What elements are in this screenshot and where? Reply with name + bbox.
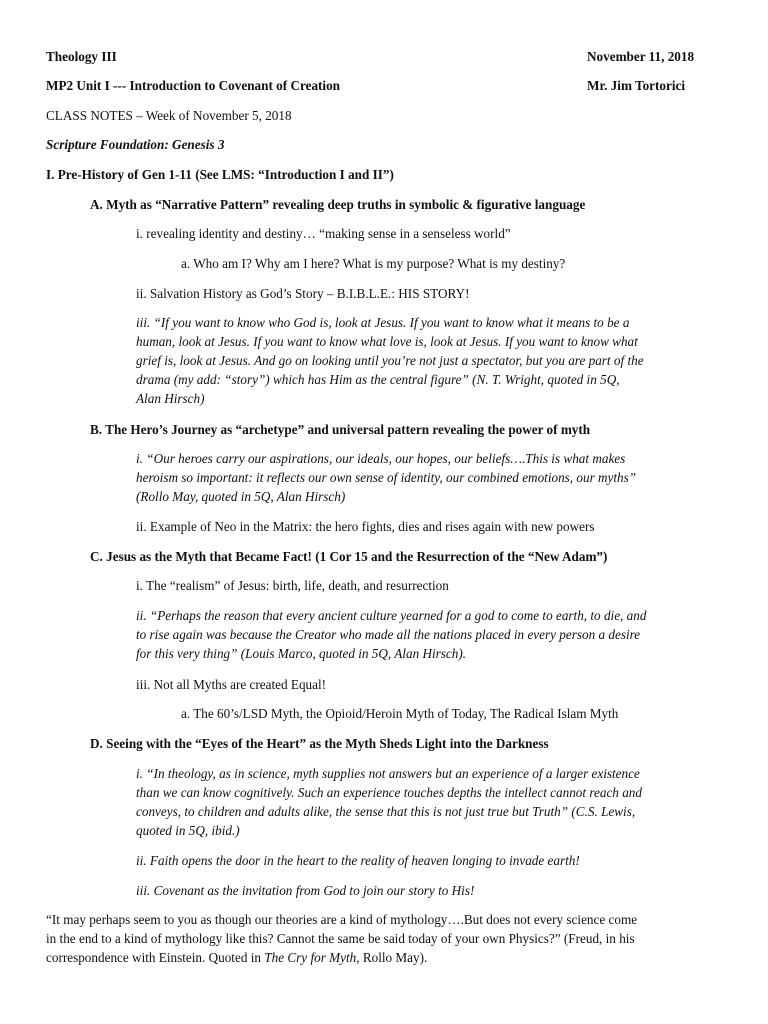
quote-line: to rise again was because the Creator who made all the nations placed in every person a desire <box>136 627 641 642</box>
c-point-iii: iii. Not all Myths are created Equal! <box>136 677 327 692</box>
subsection-d-heading: D. Seeing with the “Eyes of the Heart” as the Myth Sheds Light into the Darkness <box>90 736 549 751</box>
quote-line: grief is, look at Jesus. And go on looking until you’re not just a spectator, but you are part of the <box>136 353 644 368</box>
date: November 11, 2018 <box>587 49 695 64</box>
closing-quote-line: in the end to a kind of mythology like this? Cannot the same be said today of your own Physics?” (Freud, in his <box>46 931 635 946</box>
a-point-i-a: a. Who am I? Why am I here? What is my purpose? What is my destiny? <box>181 256 566 271</box>
subsection-c-heading: C. Jesus as the Myth that Became Fact! (1 Cor 15 and the Resurrection of the “New Adam”) <box>90 549 608 564</box>
quote-line: drama (my add: “story”) which has Him as the central figure” (N. T. Wright, quoted in 5Q, <box>136 372 620 387</box>
quote-line: iii. “If you want to know who God is, look at Jesus. If you want to know what it means to be a <box>136 315 630 330</box>
quote-line: human, look at Jesus. If you want to know what love is, look at Jesus. If you want to know what <box>136 334 638 349</box>
b-point-i-quote <box>136 449 636 506</box>
subsection-a-heading: A. Myth as “Narrative Pattern” revealing deep truths in symbolic & figurative language <box>90 197 586 212</box>
a-point-ii: ii. Salvation History as God’s Story – B.I.B.L.E.: HIS STORY! <box>136 286 470 301</box>
closing-quote-text: correspondence with Einstein. Quoted in <box>46 950 265 965</box>
c-point-iii-a: a. The 60’s/LSD Myth, the Opioid/Heroin Myth of Today, The Radical Islam Myth <box>181 706 619 721</box>
closing-quote <box>46 910 637 967</box>
closing-quote-line: “It may perhaps seem to you as though our theories are a kind of mythology….But does not every science come <box>46 912 638 927</box>
b-point-ii: ii. Example of Neo in the Matrix: the hero fights, dies and rises again with new powers <box>136 519 595 534</box>
class-notes-title: CLASS NOTES – Week of November 5, 2018 <box>46 108 292 123</box>
scripture-foundation: Scripture Foundation: Genesis 3 <box>46 137 225 152</box>
quote-line: heroism so important: it reflects our own sense of identity, our combined emotions, our myths” <box>136 470 637 485</box>
course-title: Theology III <box>46 49 117 64</box>
unit-title: MP2 Unit I --- Introduction to Covenant of Creation <box>46 78 341 93</box>
d-point-iii: iii. Covenant as the invitation from God to join our story to His! <box>136 883 475 898</box>
a-point-i: i. revealing identity and destiny… “making sense in a senseless world” <box>136 226 511 241</box>
d-point-i-quote <box>136 764 642 840</box>
quote-line: ii. “Perhaps the reason that every ancient culture yearned for a god to come to earth, to die, and <box>136 608 647 623</box>
quote-line: for this very thing” (Louis Marco, quoted in 5Q, Alan Hirsch). <box>136 646 467 661</box>
quote-line: than we can know cognitively. Such an experience touches depths the intellect cannot reach and <box>136 785 642 800</box>
quote-line: i. “Our heroes carry our aspirations, our ideals, our hopes, our beliefs….This is what makes <box>136 451 626 466</box>
quote-line: i. “In theology, as in science, myth supplies not answers but an experience of a larger existence <box>136 766 640 781</box>
c-point-i: i. The “realism” of Jesus: birth, life, death, and resurrection <box>136 578 449 593</box>
teacher-name: Mr. Jim Tortorici <box>587 78 686 93</box>
quote-line: (Rollo May, quoted in 5Q, Alan Hirsch) <box>136 489 346 504</box>
book-title: The Cry for Myth <box>264 950 357 965</box>
quote-line: conveys, to children and adults alike, the sense that this is not just true but Truth” (C.S. Lewis, <box>136 804 636 819</box>
quote-line: Alan Hirsch) <box>136 391 205 406</box>
subsection-b-heading: B. The Hero’s Journey as “archetype” and universal pattern revealing the power of myth <box>90 422 591 437</box>
section-heading: I. Pre-History of Gen 1-11 (See LMS: “Introduction I and II”) <box>46 167 394 182</box>
c-point-ii-quote <box>136 606 646 663</box>
d-point-ii: ii. Faith opens the door in the heart to the reality of heaven longing to invade earth! <box>136 853 580 868</box>
closing-quote-line <box>46 948 637 967</box>
closing-quote-text: , Rollo May). <box>356 950 428 965</box>
a-point-iii-quote <box>136 313 644 408</box>
quote-line: quoted in 5Q, ibid.) <box>136 823 240 838</box>
